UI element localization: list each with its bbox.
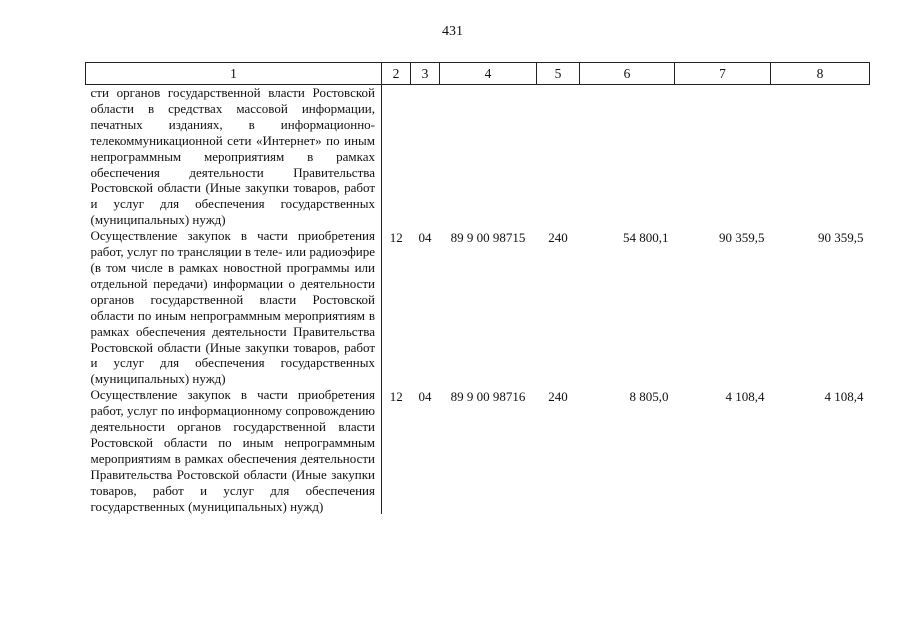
- row-amount-1: 8 805,0: [629, 389, 669, 405]
- header-col-2: 2: [382, 63, 411, 85]
- row-section: 12: [389, 389, 403, 405]
- row-expense-type: 240: [548, 389, 568, 405]
- header-col-5: 5: [537, 63, 580, 85]
- budget-table: [85, 62, 870, 514]
- row-amount-2: 4 108,4: [725, 389, 765, 405]
- header-row: [86, 63, 870, 85]
- header-col-8: 8: [771, 63, 870, 85]
- row-expense-type: [537, 85, 580, 229]
- row-target-article: 89 9 00 98715: [450, 230, 526, 246]
- row-amount-3: [771, 85, 870, 229]
- row-subsection: 04: [418, 389, 432, 405]
- header-col-4: 4: [440, 63, 537, 85]
- row-target-article: 89 9 00 98716: [450, 389, 526, 405]
- row-amount-3: 4 108,4: [824, 389, 864, 405]
- row-amount-2: [675, 85, 771, 229]
- row-description: Осуществление закупок в части приобретения работ, услуг по информационному сопровождению деятельности органов государственной власти Ростовской области по иным непрограммным мероприятиям в рамках обеспечения деятельности Правительства Ростовской области (Иные закупки товаров, работ и услуг для обеспечения государственных (муниципальных) нужд): [86, 387, 382, 514]
- row-amount-3: 90 359,5: [818, 230, 864, 246]
- page-number: 431: [442, 24, 463, 39]
- header-col-7: 7: [675, 63, 771, 85]
- row-section: 12: [389, 230, 403, 246]
- table-row: [86, 85, 870, 229]
- row-subsection: 04: [418, 230, 432, 246]
- header-col-6: 6: [580, 63, 675, 85]
- row-amount-1: [580, 85, 675, 229]
- header-col-1: 1: [86, 63, 382, 85]
- table-body: [86, 85, 870, 515]
- row-description: сти органов государственной власти Ростовской области в средствах массовой информации, печатных изданиях, в информационно-телекоммуникационной сети «Интернет» по иным непрограммным мероприятиям в рамках обеспечения деятельности Правительства Ростовской области (Иные закупки товаров, работ и услуг для обеспечения государственных (муниципальных) нужд): [86, 85, 382, 229]
- row-subsection: [411, 85, 440, 229]
- row-description: Осуществление закупок в части приобретения работ, услуг по трансляции в теле- или радиоэфире (в том числе в рамках новостной программы или отдельной передачи) информации о деятельности органов государственной власти Ростовской области по иным непрограммным мероприятиям в рамках обеспечения деятельности Правительства Ростовской области (Иные закупки товаров, работ и услуг для обеспечения государственных (муниципальных) нужд): [86, 228, 382, 387]
- row-expense-type: 240: [548, 230, 568, 246]
- table-row: [86, 387, 870, 514]
- row-target-article: [440, 85, 537, 229]
- table-row: [86, 228, 870, 387]
- row-amount-1: 54 800,1: [623, 230, 669, 246]
- header-col-3: 3: [411, 63, 440, 85]
- row-amount-2: 90 359,5: [719, 230, 765, 246]
- table-header: [86, 63, 870, 85]
- row-section: [382, 85, 411, 229]
